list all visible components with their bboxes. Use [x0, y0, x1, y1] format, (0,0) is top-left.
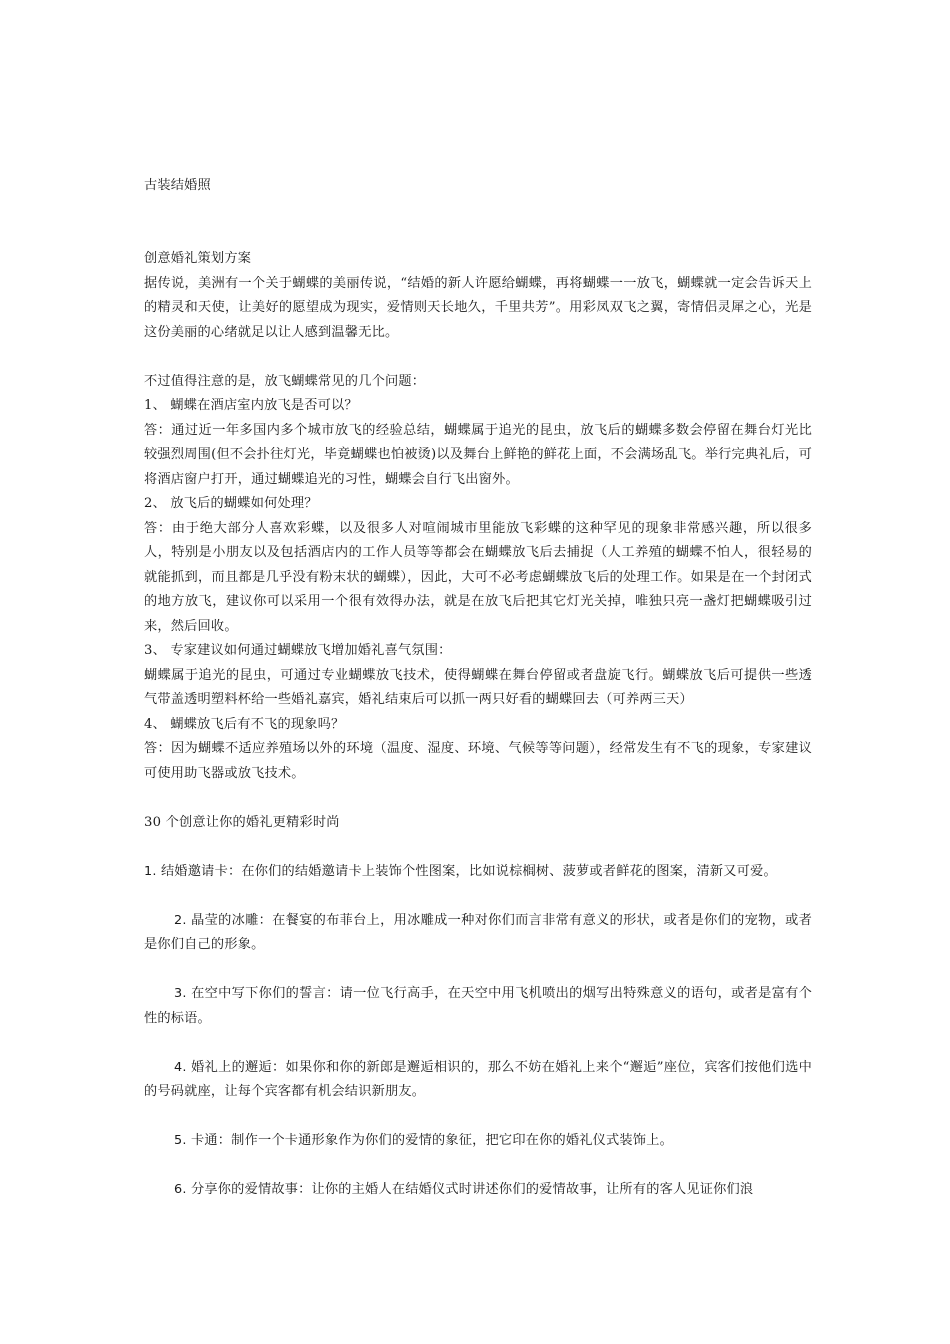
idea-text: 晶莹的冰雕：在餐宴的布菲台上，用冰雕成一种对你们而言非常有意义的形状，或者是你们的宠物，或者是你们自己的形象。 [144, 912, 812, 952]
idea-number: 1. [144, 863, 157, 879]
faq-answer-2: 答：由于绝大部分人喜欢彩蝶，以及很多人对喧闹城市里能放飞彩蝶的这种罕见的现象非常感兴趣，所以很多人，特别是小朋友以及包括酒店内的工作人员等等都会在蝴蝶放飞后去捕捉（人工养殖的蝴蝶不怕人，很轻易的就能抓到，而且都是几乎没有粉末状的蝴蝶），因此，大可不必考虑蝴蝶放飞后的处理工作。如果是在一个封闭式的地方放飞，建议你可以采用一个很有效得办法，就是在放飞后把其它灯光关掉，唯独只亮一盏灯把蝴蝶吸引过来，然后回收。 [144, 520, 812, 634]
intro-paragraph: 据传说，美洲有一个关于蝴蝶的美丽传说，“结婚的新人许愿给蝴蝶，再将蝴蝶一一放飞，蝴蝶就一定会告诉天上的精灵和天使，让美好的愿望成为现实，爱情则天长地久，千里共芳”。用彩凤双飞之翼，寄情侣灵犀之心，光是这份美丽的心绪就足以让人感到温馨无比。 [144, 275, 812, 340]
faq-intro: 不过值得注意的是，放飞蝴蝶常见的几个问题： [144, 373, 426, 389]
spacer [144, 958, 812, 983]
spacer [144, 1105, 812, 1130]
spacer [144, 884, 812, 909]
spacer [144, 835, 812, 860]
idea-number: 6. [174, 1182, 187, 1197]
idea-item-3 [144, 982, 812, 1031]
faq-question-2: 2、 放飞后的蝴蝶如何处理？ [144, 496, 318, 511]
spacer [144, 223, 812, 248]
idea-item-6 [144, 1178, 812, 1203]
faq-question-1: 1、 蝴蝶在酒店室内放飞是否可以？ [144, 398, 358, 413]
idea-text: 结婚邀请卡：在你们的结婚邀请卡上装饰个性图案，比如说棕榈树、菠萝或者鲜花的图案，清新又可爱。 [156, 863, 777, 879]
spacer [144, 786, 812, 811]
spacer [144, 1154, 812, 1179]
idea-text: 卡通：制作一个卡通形象作为你们的爱情的象征，把它印在你的婚礼仪式装饰上。 [186, 1133, 673, 1148]
document-title: 古装结婚照 [144, 178, 211, 193]
idea-text: 分享你的爱情故事：让你的主婚人在结婚仪式时讲述你们的爱情故事，让所有的客人见证你们浪 [186, 1182, 754, 1197]
document-page [144, 174, 812, 1203]
idea-item-2 [144, 909, 812, 958]
idea-number: 4. [174, 1059, 187, 1075]
idea-text: 婚礼上的邂逅：如果你和你的新郎是邂逅相识的，那么不妨在婚礼上来个“邂逅”座位，宾客们按他们选中的号码就座，让每个宾客都有机会结识新朋友。 [144, 1059, 812, 1099]
spacer [144, 1031, 812, 1056]
idea-item-1 [144, 860, 812, 885]
section-heading-plan: 创意婚礼策划方案 [144, 251, 252, 266]
idea-number: 2. [174, 912, 187, 928]
idea-text: 在空中写下你们的誓言：请一位飞行高手，在天空中用飞机喷出的烟写出特殊意义的语句，或者是富有个性的标语。 [144, 986, 812, 1026]
section-heading-ideas: 30 个创意让你的婚礼更精彩时尚 [144, 814, 340, 830]
faq-question-4: 4、 蝴蝶放飞后有不飞的现象吗？ [144, 716, 345, 732]
faq-answer-4: 答：因为蝴蝶不适应养殖场以外的环境（温度、湿度、环境、气候等等问题），经常发生有不飞的现象，专家建议可使用助飞器或放飞技术。 [144, 741, 812, 781]
idea-number: 3. [174, 986, 187, 1001]
idea-item-5 [144, 1129, 812, 1154]
idea-item-4 [144, 1056, 812, 1105]
faq-question-3: 3、 专家建议如何通过蝴蝶放飞增加婚礼喜气氛围： [144, 643, 452, 658]
idea-number: 5. [174, 1133, 187, 1148]
faq-answer-1: 答：通过近一年多国内多个城市放飞的经验总结，蝴蝶属于追光的昆虫，放飞后的蝴蝶多数会停留在舞台灯光比较强烈周围(但不会扑往灯光，毕竟蝴蝶也怕被烫)以及舞台上鲜艳的鲜花上面，不会满场乱飞。举行完典礼后，可将酒店窗户打开，通过蝴蝶追光的习性，蝴蝶会自行飞出窗外。 [144, 422, 812, 487]
spacer [144, 345, 812, 370]
faq-answer-3: 蝴蝶属于追光的昆虫，可通过专业蝴蝶放飞技术，使得蝴蝶在舞台停留或者盘旋飞行。蝴蝶放飞后可提供一些透气带盖透明塑料杯给一些婚礼嘉宾，婚礼结束后可以抓一两只好看的蝴蝶回去（可养两三天） [144, 667, 812, 707]
